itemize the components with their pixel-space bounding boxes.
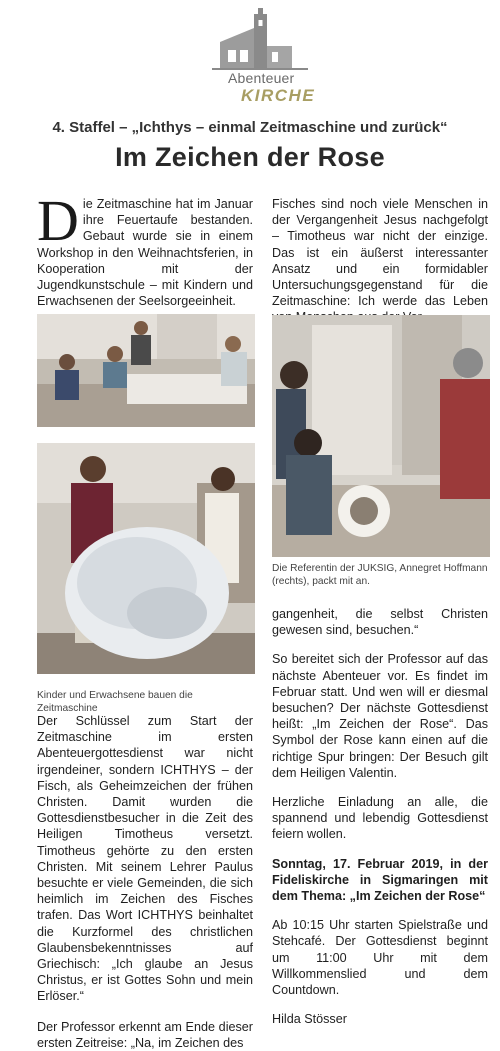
drop-cap: D (37, 188, 79, 253)
left-column-body (37, 713, 253, 1051)
church-icon (200, 6, 320, 76)
paragraph-programm: Ab 10:15 Uhr starten Spielstraße und Stehcafé. Der Gottesdienst beginnt um 11:00 Uhr mit dem Willkommenslied und dem Countdown. (272, 918, 488, 998)
photo-children-workshop (37, 314, 255, 427)
article-kicker: 4. Staffel – „Ichthys – einmal Zeitmaschine und zurück“ (52, 119, 448, 136)
photo-adults-time-machine (37, 443, 255, 674)
event-details: Sonntag, 17. Februar 2019, in der Fideliskirche in Sigmaringen mit dem Thema: „Im Zeichen der Rose“ (272, 856, 488, 904)
paragraph-fisches: Fisches sind noch viele Menschen in der Vergangenheit Jesus nachgefolgt – Timotheus war nicht der einzige. Das ist ein äußerst interessanter Ansatz und ein formidabler Untersuchungsgegenstand für die Zeitmaschine: Ich werde das Leben (272, 197, 488, 309)
right-column-body (272, 606, 488, 1027)
intro-paragraph (37, 188, 253, 309)
paragraph-einladung: Herzliche Einladung an alle, die spannend und lebendig Gottesdienst feiern wollen. (272, 795, 488, 842)
article-title: Im Zeichen der Rose (115, 142, 385, 172)
photo-referentin (272, 315, 490, 557)
author-name: Hilda Stösser (272, 1012, 347, 1027)
paragraph-gangenheit: gangenheit, die selbst Christen gewesen sind, besuchen.“ (272, 607, 488, 638)
paragraph-ichthys: Der Schlüssel zum Start der Zeitmaschine im ersten Abenteuergottesdienst war nicht irgendeiner, sondern ICHTHYS – der Fisch, als Geheimzeichen der frühen Christen. Damit wurden die Gottesdienstbesucher in die Zeit des Heiligen Timotheus versetzt. Timotheus gehörte zu den ersten Christen. Mit seinem Lehrer Paulus besuchte er viele Gemeinden, die sich heimlich im Zeichen des Fisches trafen. Das Wort ICHTHYS beinhaltet die Kurzformel des christlichen Glaubensbekenntnisses auf Griechisch: „Ich glaube an Jesus Christus, er ist Gottes Sohn und mein Erlöser.“ (37, 714, 253, 1004)
paragraph-professor: Der Professor erkennt am Ende dieser ersten Zeitreise: „Na, im Zeichen des (37, 1019, 253, 1050)
intro-text: ie Zeitmaschine hat im Januar ihre Feuertaufe bestanden. Gebaut wurde sie in einem Workshop in den Weihnachtsferien, in Kooperation mit der Jugendkunstschule – mit Kindern und Erwachsenen der Seelsorgeeinheit. (37, 197, 253, 309)
photo2-caption: Kinder und Erwachsene bauen die Zeitmaschine (37, 690, 193, 714)
logo-text-abenteuer: Abenteuer (228, 70, 295, 86)
paragraph-naechstes-abenteuer: So bereitet sich der Professor auf das nächste Abenteuer vor. Es findet im Februar statt. Und wen will er diesmal besuchen? Der nächste Gottesdienst heißt: „Im Zeichen der Rose“. Das Symbol der Rose kann einen auf die richtige Spur bringen: Der Besuch gilt dem Heiligen Valentin. (272, 652, 488, 780)
logo-text-kirche: KIRCHE (241, 86, 316, 105)
photo3-caption: Die Referentin der JUKSIG, Annegret Hoffmann (rechts), packt mit an. (272, 563, 488, 587)
right-column-top (272, 196, 488, 326)
